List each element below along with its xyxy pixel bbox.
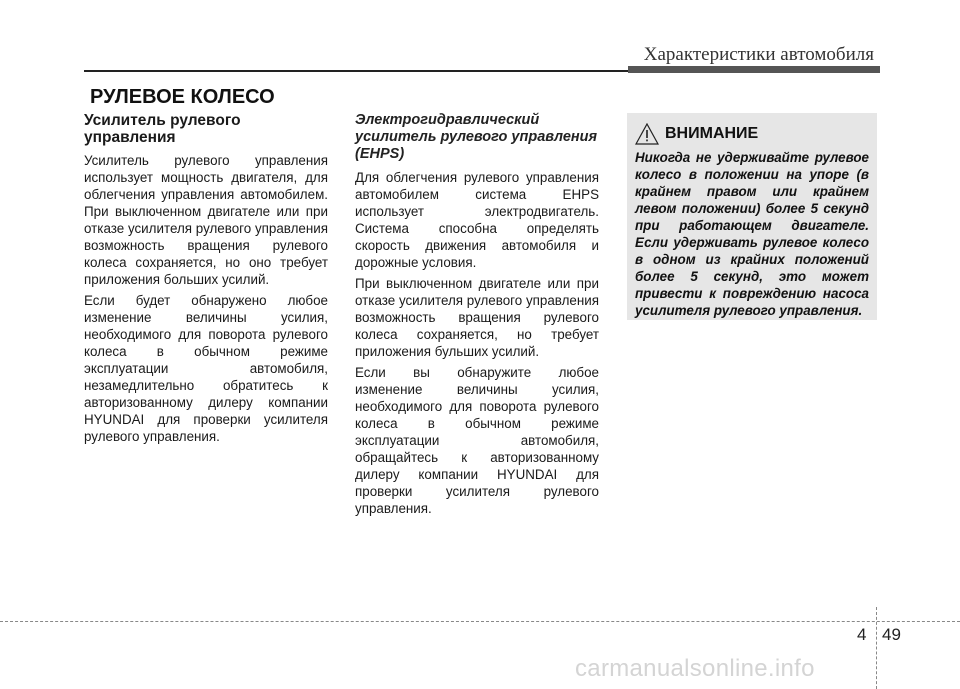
column-left	[84, 112, 328, 449]
section-title: РУЛЕВОЕ КОЛЕСО	[90, 86, 275, 108]
header-rule	[84, 70, 630, 72]
paragraph: Усилитель рулевого управления использует мощность двигателя, для облегчения управления автомобилем. При выключенном двигателе или при отказе усилителя рулевого управления возможность вращения рулевого колеса сохраняется, но оно требует приложения больших усилий.	[84, 153, 328, 287]
warning-title: ВНИМАНИЕ	[665, 125, 759, 142]
ehps-heading: Электрогидравлический усилитель рулевого управления (EHPS)	[355, 112, 598, 162]
warning-box	[627, 113, 877, 320]
footer-rule	[0, 621, 960, 622]
paragraph: Для облегчения рулевого управления автомобилем система EHPS использует электродвигатель. Система способна определять скорость движения автомобиля и дорожные условия.	[355, 170, 599, 270]
header-title: Характеристики автомобиля	[643, 44, 874, 65]
page-number: 49	[882, 625, 901, 644]
header-bar	[628, 66, 880, 73]
column-middle	[355, 112, 599, 521]
paragraph: Если будет обнаружено любое изменение величины усилия, необходимого для поворота рулевого колеса в обычном режиме эксплуатации автомобиля, незамедлительно обратитесь к авторизованному дилеру компании HYUNDAI для проверки усилителя рулевого управления.	[84, 293, 328, 444]
chapter-number: 4	[857, 625, 867, 644]
power-steering-heading: Усилитель рулевого управления	[84, 112, 241, 146]
footer-divider	[876, 607, 877, 689]
paragraph: При выключенном двигателе или при отказе усилителя рулевого управления возможность вращения рулевого колеса сохраняется, но требует приложения бульших усилий.	[355, 276, 599, 359]
paragraph: Если вы обнаружите любое изменение величины усилия, необходимого для поворота рулевого колеса в обычном режиме эксплуатации автомобиля, обращайтесь к авторизованному дилеру компании HYUNDAI для проверки усилителя рулевого управления.	[355, 365, 599, 516]
warning-text: Никогда не удерживайте рулевое колесо в положении на упоре (в крайнем правом или крайнем левом положении) более 5 секунд при работающем двигателе. Если удерживать рулевое колесо в одном из крайних положений более 5 секунд, это может привести к повреждению насоса усилителя рулевого управления.	[635, 150, 869, 318]
warning-triangle-icon	[635, 123, 659, 145]
watermark: carmanualsonline.info	[575, 655, 815, 682]
warning-header	[635, 123, 869, 145]
